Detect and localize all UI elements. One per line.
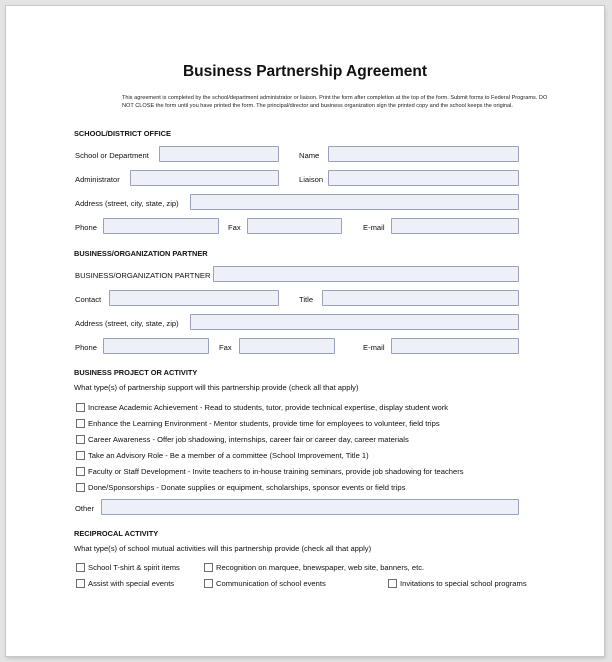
option-advisory-role: Take an Advisory Role - Be a member of a committee (School Improvement, Title 1) [88, 451, 369, 460]
project-question: What type(s) of partnership support will this partnership provide (check all that apply) [74, 383, 359, 392]
option-sponsorships: Done/Sponsorships - Donate supplies or equipment, scholarships, sponsor events or field trips [88, 483, 406, 492]
option-invitations: Invitations to special school programs [400, 579, 527, 588]
checkbox-special-events[interactable] [76, 579, 85, 588]
checkbox-advisory-role[interactable] [76, 451, 85, 460]
checkbox-career-awareness[interactable] [76, 435, 85, 444]
school-phone-field[interactable] [103, 218, 219, 234]
school-email-label: E-mail [363, 223, 385, 232]
option-learning-environment: Enhance the Learning Environment - Mentor students, provide time for employees to volunteer, field trips [88, 419, 440, 428]
business-section-heading: BUSINESS/ORGANIZATION PARTNER [74, 249, 208, 258]
form-page [6, 6, 604, 656]
checkbox-learning-environment[interactable] [76, 419, 85, 428]
business-fax-label: Fax [219, 343, 232, 352]
checkbox-recognition[interactable] [204, 563, 213, 572]
school-fax-label: Fax [228, 223, 241, 232]
business-phone-field[interactable] [103, 338, 209, 354]
contact-label: Contact [75, 295, 102, 304]
business-title-label: Title [299, 295, 314, 304]
business-phone-label: Phone [75, 343, 97, 352]
school-name-field[interactable] [328, 146, 519, 162]
liaison-field[interactable] [328, 170, 519, 186]
school-email-field[interactable] [391, 218, 519, 234]
school-or-department-field[interactable] [159, 146, 279, 162]
school-section-heading: SCHOOL/DISTRICT OFFICE [74, 129, 171, 138]
option-special-events: Assist with special events [88, 579, 175, 588]
business-title-field[interactable] [322, 290, 519, 306]
school-address-label: Address (street, city, state, zip) [75, 199, 179, 208]
liaison-label: Liaison [299, 175, 324, 184]
business-address-field[interactable] [190, 314, 519, 330]
other-field[interactable] [101, 499, 519, 515]
option-staff-development: Faculty or Staff Development - Invite teachers to in-house training seminars, provide job shadowing for teachers [88, 467, 464, 476]
option-recognition: Recognition on marquee, bnewspaper, web site, banners, etc. [216, 563, 425, 572]
contact-field[interactable] [109, 290, 279, 306]
form-instructions: This agreement is completed by the school/department administrator or liaison. Print the form after completion at the top of the form. Submit forms to Federal Programs. DO NOT CLOSE the form until you have printed the form. The principal/director and business organization sign the printed copy and the school keeps the original. [122, 95, 548, 109]
business-address-label: Address (street, city, state, zip) [75, 319, 179, 328]
business-fax-field[interactable] [239, 338, 335, 354]
checkbox-tshirt-spirit[interactable] [76, 563, 85, 572]
option-career-awareness: Career Awareness - Offer job shadowing, internships, career fair or career day, career materials [88, 435, 409, 444]
checkbox-sponsorships[interactable] [76, 483, 85, 492]
checkbox-school-communication[interactable] [204, 579, 213, 588]
school-phone-label: Phone [75, 223, 97, 232]
administrator-label: Administrator [75, 175, 120, 184]
option-tshirt-spirit: School T-shirt & spirit items [88, 563, 180, 572]
school-or-department-label: School or Department [75, 151, 149, 160]
checkbox-academic-achievement[interactable] [76, 403, 85, 412]
school-address-field[interactable] [190, 194, 519, 210]
org-partner-field[interactable] [213, 266, 519, 282]
form-title: Business Partnership Agreement [182, 63, 428, 80]
business-email-label: E-mail [363, 343, 385, 352]
school-fax-field[interactable] [247, 218, 342, 234]
reciprocal-question: What type(s) of school mutual activities will this partnership provide (check all that apply) [74, 544, 372, 553]
other-label: Other [75, 504, 94, 513]
project-section-heading: BUSINESS PROJECT OR ACTIVITY [74, 368, 198, 377]
reciprocal-section-heading: RECIPROCAL ACTIVITY [74, 529, 159, 538]
org-partner-label: BUSINESS/ORGANIZATION PARTNER [75, 271, 211, 280]
option-academic-achievement: Increase Academic Achievement - Read to students, tutor, provide technical expertise, display student work [88, 403, 449, 412]
administrator-field[interactable] [130, 170, 279, 186]
checkbox-staff-development[interactable] [76, 467, 85, 476]
business-email-field[interactable] [391, 338, 519, 354]
checkbox-invitations[interactable] [388, 579, 397, 588]
school-name-label: Name [299, 151, 320, 160]
option-school-communication: Communication of school events [216, 579, 326, 588]
